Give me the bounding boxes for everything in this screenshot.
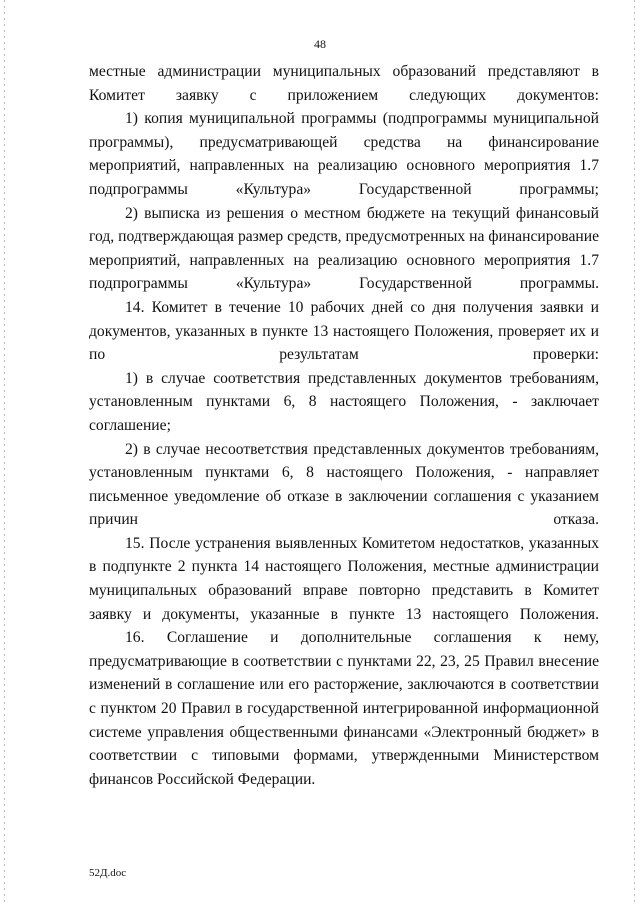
paragraph-item-2-budget-extract: 2) выписка из решения о местном бюджете на текущий финансовый год, подтверждающая размер средств, предусмотренных на финансирование мероприятий, направленных на реализацию основного мероприятия 1.7 подпрограммы «Культура» Государственной программы. bbox=[89, 204, 599, 293]
paragraph-section-14-item-1: 1) в случае соответствия представленных документов требованиям, установленным пунктами 6, 8 настоящего Положения, - заключает соглашение; bbox=[89, 369, 599, 434]
page-number: 48 bbox=[314, 37, 326, 51]
paragraph-section-14-item-2: 2) в случае несоответствия представленных документов требованиям, установленным пунктами 6, 8 настоящего Положения, - направляет письменное уведомление об отказе в заключении соглашения с указанием причин отказа. bbox=[89, 440, 599, 529]
right-edge-dotted-border bbox=[634, 0, 635, 905]
left-edge-dotted-border bbox=[4, 0, 5, 905]
document-body bbox=[89, 60, 599, 791]
paragraph-item-1-program-copy: 1) копия муниципальной программы (подпрограммы муниципальной программы), предусматривающей средства на финансирование мероприятий, направленных на реализацию основного мероприятия 1.7 подпрограммы «Культура» Государственной программы; bbox=[89, 110, 599, 198]
paragraph-intro-continuation: местные администрации муниципальных образований представляют в Комитет заявку с приложением следующих документов: bbox=[89, 63, 599, 104]
paragraph-section-14: 14. Комитет в течение 10 рабочих дней со дня получения заявки и документов, указанных в пункте 13 настоящего Положения, проверяет их и по результатам проверки: bbox=[89, 298, 599, 364]
paragraph-section-16: 16. Соглашение и дополнительные соглашения к нему, предусматривающие в соответствии с пунктами 22, 23, 25 Правил внесение изменений в соглашение или его расторжение, заключаются в соответствии с пунктом 20 Правил в государственной интегрированной информационной системе управления общественными финансами «Электронный бюджет» в соответствии с типовыми формами, утвержденными Министерством финансов Российской Федерации. bbox=[89, 629, 599, 788]
footer-filename: 52Д.doc bbox=[89, 867, 127, 879]
paragraph-section-15: 15. После устранения выявленных Комитетом недостатков, указанных в подпункте 2 пункта 14 настоящего Положения, местные администрации муниципальных образований вправе повторно представить в Комитет заявку и документы, указанные в пункте 13 настоящего Положения. bbox=[89, 534, 599, 623]
